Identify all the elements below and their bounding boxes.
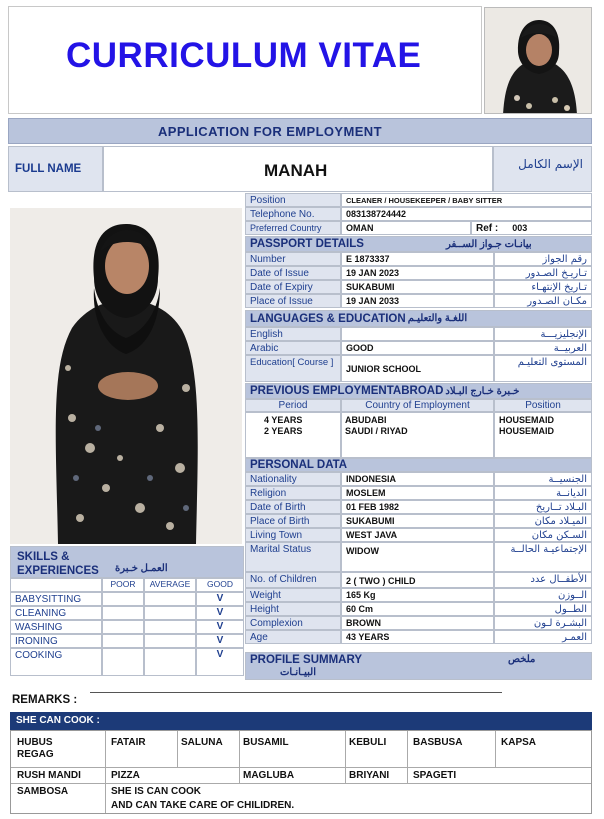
personal-ar: الأطفــال عدد [494,572,592,588]
meal-item: SPAGETI [413,770,457,781]
personal-row [245,472,592,486]
employment-period: 2 YEARS [264,426,303,436]
personal-ar: العمـر [494,630,592,644]
employment-heading-en: PREVIOUS EMPLOYMENTABROAD [250,385,444,397]
position-value: CLEANER / HOUSEKEEPER / BABY SITTER [341,193,592,207]
skill-average [144,592,196,606]
personal-row [245,630,592,644]
personal-value: MOSLEM [341,486,494,500]
personal-ar: الطــول [494,602,592,616]
position-label: Position [245,193,341,207]
profile-heading-ar: ملخص [508,654,536,665]
passport-label: Date of Expiry [245,280,341,294]
passport-row [245,280,592,294]
passport-ar: مكـان الصـدور [494,294,592,308]
meal-item: PIZZA [111,770,140,781]
passport-row [245,294,592,308]
skill-average [144,634,196,648]
skill-name: CLEANING [10,606,102,620]
language-row [245,341,592,355]
personal-row [245,514,592,528]
ref-cell [471,221,592,235]
personal-label: No. of Children [245,572,341,588]
employment-period: 4 YEARS [264,415,303,425]
passport-label: Place of Issue [245,294,341,308]
language-ar: الإنجليزيـــة [494,327,592,341]
employment-columns [245,399,592,412]
meals-table [10,730,592,814]
passport-heading [245,236,592,252]
profile-heading [245,652,592,680]
personal-heading: PERSONAL DATA [245,458,592,472]
personal-ar: البشـرة لـون [494,616,592,630]
cook-bar-label: SHE CAN COOK : [16,715,100,726]
passport-value: 19 JAN 2033 [341,294,494,308]
full-name-value-cell [103,146,493,192]
country-label: Preferred Country [245,221,341,235]
skill-name: COOKING [10,648,102,676]
personal-label: Age [245,630,341,644]
personal-ar: البـلاد تــاريخ [494,500,592,514]
personal-label: Weight [245,588,341,602]
personal-row [245,588,592,602]
skill-poor [102,648,144,676]
skill-good: V [196,620,244,634]
meals-line [345,731,346,783]
skill-name: IRONING [10,634,102,648]
skills-heading-ar: العمـل خـبرة [115,563,168,574]
skill-average [144,606,196,620]
skills-col-good: GOOD [196,578,244,592]
remarks-note: SHE IS CAN COOK [111,786,202,797]
language-value [341,327,494,341]
employment-col-position: Position [494,399,592,412]
employment-heading-ar: خـبرة خـارج البـلاد [445,385,520,397]
full-name-ar: الإسم الكامل [518,157,583,171]
employment-countries [341,412,494,458]
personal-value: 60 Cm [341,602,494,616]
meal-item: RUSH MANDI [17,770,81,781]
skill-poor [102,620,144,634]
skill-good: V [196,606,244,620]
skill-average [144,648,196,676]
meals-line [407,731,408,783]
page-title: CURRICULUM VITAE [66,36,422,75]
meals-line [495,731,496,767]
skill-good: V [196,592,244,606]
telephone-label: Telephone No. [245,207,341,221]
skill-row [10,606,244,620]
passport-heading-en: PASSPORT DETAILS [250,238,364,250]
passport-heading-ar: بيانـات جـواز الســفر [446,238,532,250]
language-row [245,327,592,341]
personal-ar: الميـلاد مكان [494,514,592,528]
personal-row [245,602,592,616]
personal-label: Living Town [245,528,341,542]
skill-row [10,648,244,676]
personal-value: 165 Kg [341,588,494,602]
meal-item: BUSAMIL [243,737,289,748]
personal-row [245,616,592,630]
remarks-note: AND CAN TAKE CARE OF CHILIDREN. [111,800,295,811]
application-title: APPLICATION FOR EMPLOYMENT [158,124,382,139]
personal-row [245,500,592,514]
skill-name: WASHING [10,620,102,634]
remarks-heading: REMARKS : [12,694,78,706]
skill-name: BABYSITTING [10,592,102,606]
full-name-label: FULL NAME [15,163,82,175]
skills-col-average: AVERAGE [144,578,196,592]
passport-value: SUKABUMI [341,280,494,294]
personal-label: Place of Birth [245,514,341,528]
meal-item: KEBULI [349,737,387,748]
employment-position: HOUSEMAID [499,415,555,425]
photo-small [484,7,592,114]
skill-row [10,592,244,606]
country-value: OMAN [341,221,471,235]
employment-col-country: Country of Employment [341,399,494,412]
passport-label: Number [245,252,341,266]
personal-row [245,542,592,572]
personal-label: Nationality [245,472,341,486]
ref-label: Ref : [476,222,499,234]
profile-heading-ar2: البيـانـات [280,667,317,678]
meal-item: KAPSA [501,737,537,748]
personal-value: SUKABUMI [341,514,494,528]
skills-heading-en: SKILLS & EXPERIENCES [17,551,99,577]
meals-line [11,767,591,768]
languages-heading [245,310,592,327]
meal-item: BRIYANI [349,770,390,781]
personal-ar: السـكن مكان [494,528,592,542]
skill-good: V [196,648,244,676]
language-label: Arabic [245,341,341,355]
skills-col-poor: POOR [102,578,144,592]
employment-country: ABUDABI [345,415,387,425]
meal-item: BASBUSA [413,737,463,748]
full-name-value: MANAH [264,161,328,180]
personal-label: Marital Status [245,542,341,572]
languages-heading-ar: اللغـة والتعليـم [407,313,468,324]
language-ar: العربيــة [494,341,592,355]
passport-row [245,266,592,280]
employment-heading [245,383,592,399]
personal-value: INDONESIA [341,472,494,486]
personal-value: 01 FEB 1982 [341,500,494,514]
profile-heading-en: PROFILE SUMMARY [250,654,363,666]
meals-line [105,731,106,813]
passport-label: Date of Issue [245,266,341,280]
personal-ar: الجنسيــة [494,472,592,486]
employment-position: HOUSEMAID [499,426,555,436]
personal-ar: الــوزن [494,588,592,602]
skills-rows [10,592,244,676]
employment-col-period: Period [245,399,341,412]
ref-value: 003 [512,223,528,233]
languages-heading-en: LANGUAGES & EDUCATION [250,312,406,325]
passport-row [245,252,592,266]
full-name-ar-cell [493,146,592,192]
skill-poor [102,592,144,606]
meal-item: MAGLUBA [243,770,295,781]
language-ar: المستوى التعليـم [494,355,592,382]
meals-line [11,783,591,784]
meal-item: SAMBOSA [17,786,69,797]
personal-ar: الديانــة [494,486,592,500]
languages-rows [245,327,592,382]
passport-ar: رقم الجواز [494,252,592,266]
language-label: English [245,327,341,341]
personal-label: Complexion [245,616,341,630]
meal-item: SALUNA [181,737,223,748]
passport-value: E 1873337 [341,252,494,266]
personal-label: Height [245,602,341,616]
meal-item: HUBUS REGAG [17,737,54,760]
language-value: GOOD [341,341,494,355]
cook-bar [10,712,592,730]
personal-value: BROWN [341,616,494,630]
full-name-label-cell [8,146,103,192]
telephone-value: 083138724442 [341,207,592,221]
skills-columns [10,578,244,592]
personal-value: WEST JAVA [341,528,494,542]
passport-ar: تـاريخ الإنتهـاء [494,280,592,294]
employment-country: SAUDI / RIYAD [345,426,408,436]
skill-good: V [196,634,244,648]
personal-row [245,486,592,500]
employment-positions [494,412,592,458]
personal-label: Religion [245,486,341,500]
personal-row [245,572,592,588]
skill-row [10,634,244,648]
skill-poor [102,634,144,648]
skill-row [10,620,244,634]
meals-line [239,731,240,783]
personal-label: Date of Birth [245,500,341,514]
skill-average [144,620,196,634]
personal-rows [245,472,592,644]
personal-ar: الإجتماعيـة الحالــة [494,542,592,572]
passport-rows [245,252,592,308]
meal-item: FATAIR [111,737,146,748]
personal-row [245,528,592,542]
language-value: JUNIOR SCHOOL [341,355,494,382]
passport-value: 19 JAN 2023 [341,266,494,280]
remarks-underline [90,692,502,693]
passport-ar: تـاريـخ الصـدور [494,266,592,280]
skills-col-blank [10,578,102,592]
employment-body [245,412,592,458]
skill-poor [102,606,144,620]
language-label: Education[ Course ] [245,355,341,382]
personal-value: 2 ( TWO ) CHILD [341,572,494,588]
personal-value: 43 YEARS [341,630,494,644]
meals-line [177,731,178,767]
skills-heading [10,546,244,578]
language-row [245,355,592,382]
personal-value: WIDOW [341,542,494,572]
employment-periods [245,412,341,458]
photo-main [10,208,242,544]
